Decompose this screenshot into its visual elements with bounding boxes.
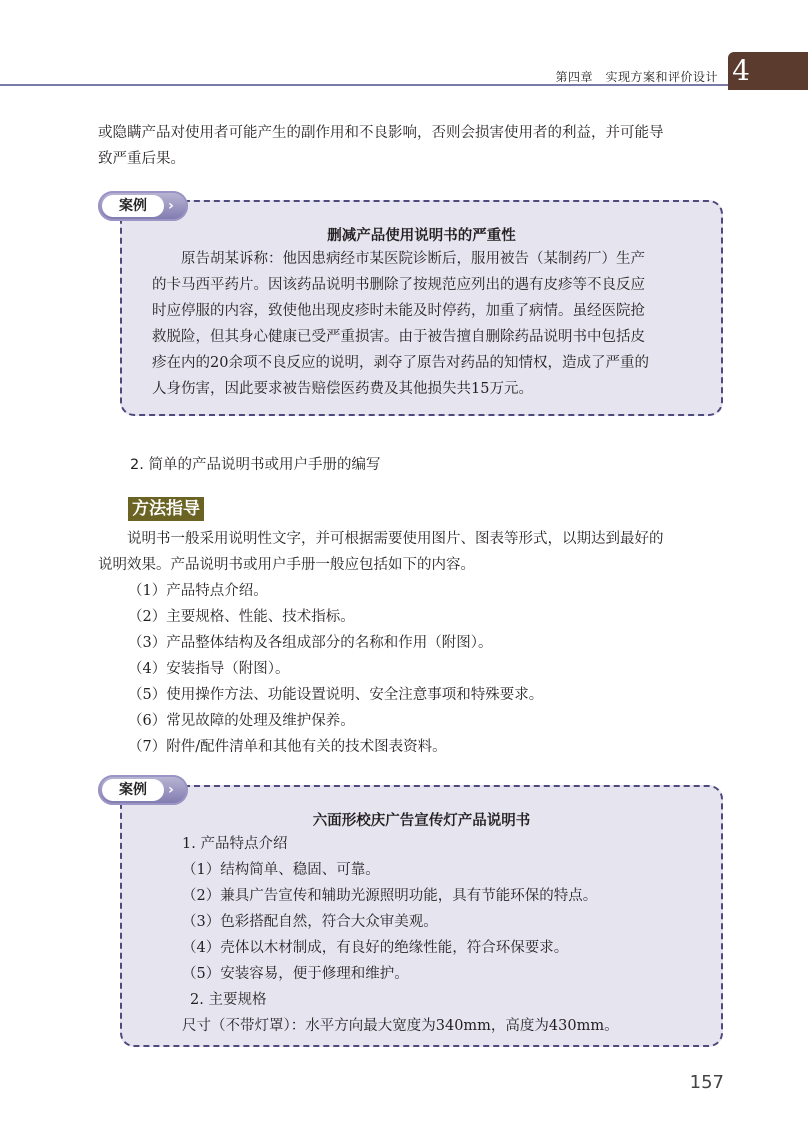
case-line: （5）安装容易，便于修理和维护。 bbox=[182, 966, 409, 982]
section-heading: 2. 简单的产品说明书或用户手册的编写 bbox=[130, 457, 381, 473]
case-box-2 bbox=[120, 785, 723, 1047]
case-line: （1）结构简单、稳固、可靠。 bbox=[182, 862, 380, 878]
case-line: 原告胡某诉称：他因患病经市某医院诊断后，服用被告（某制药厂）生产 bbox=[181, 251, 645, 267]
intro-line-1: 或隐瞒产品对使用者可能产生的副作用和不良影响，否则会损害使用者的利益，并可能导 bbox=[98, 125, 664, 141]
case-line: 2. 主要规格 bbox=[190, 992, 267, 1008]
method-line-1: 说明书一般采用说明性文字，并可根据需要使用图片、图表等形式，以期达到最好的 bbox=[127, 531, 664, 547]
case-line: 1. 产品特点介绍 bbox=[182, 836, 288, 852]
intro-line-2: 致严重后果。 bbox=[98, 151, 185, 167]
chapter-running-title: 第四章 实现方案和评价设计 bbox=[555, 70, 718, 84]
case-badge-label: 案例 bbox=[102, 779, 164, 801]
list-item: （1）产品特点介绍。 bbox=[128, 583, 268, 599]
intro-paragraph bbox=[98, 120, 726, 172]
case-body bbox=[182, 831, 697, 1039]
list-item: （5）使用操作方法、功能设置说明、安全注意事项和特殊要求。 bbox=[128, 687, 544, 703]
chapter-number: 4 bbox=[732, 54, 750, 87]
case-line: 人身伤害，因此要求被告赔偿医药费及其他损失共15万元。 bbox=[152, 381, 533, 397]
case-line: 救脱险，但其身心健康已受严重损害。由于被告擅自删除药品说明书中包括皮 bbox=[152, 329, 645, 345]
case-badge-label: 案例 bbox=[102, 195, 164, 217]
chevron-right-icon: › bbox=[168, 198, 174, 214]
case-badge-2 bbox=[98, 775, 188, 805]
case-line: 尺寸（不带灯罩）：水平方向最大宽度为340mm，高度为430mm。 bbox=[182, 1018, 619, 1034]
method-guide-label: 方法指导 bbox=[128, 497, 204, 521]
case-badge-1 bbox=[98, 191, 188, 221]
list-item: （7）附件/配件清单和其他有关的技术图表资料。 bbox=[128, 739, 447, 755]
case-title: 删减产品使用说明书的严重性 bbox=[327, 228, 516, 244]
chapter-tab bbox=[728, 52, 808, 90]
page-number: 157 bbox=[689, 1072, 724, 1093]
case-body bbox=[152, 246, 697, 402]
case-line: 的卡马西平药片。因该药品说明书删除了按规范应列出的遇有皮疹等不良反应 bbox=[152, 277, 645, 293]
case-line: （4）壳体以木材制成，有良好的绝缘性能，符合环保要求。 bbox=[182, 940, 569, 956]
method-paragraph bbox=[98, 526, 726, 578]
case-line: 疹在内的20余项不良反应的说明，剥夺了原告对药品的知情权，造成了严重的 bbox=[152, 355, 649, 371]
case-line: （3）色彩搭配自然，符合大众审美观。 bbox=[182, 914, 438, 930]
case-line: 时应停服的内容，致使他出现皮疹时未能及时停药，加重了病情。虽经医院抢 bbox=[152, 303, 645, 319]
list-item: （6）常见故障的处理及维护保养。 bbox=[128, 713, 355, 729]
case-title: 六面形校庆广告宣传灯产品说明书 bbox=[312, 813, 531, 829]
list-item: （4）安装指导（附图）。 bbox=[128, 661, 290, 677]
case-line: （2）兼具广告宣传和辅助光源照明功能，具有节能环保的特点。 bbox=[182, 888, 598, 904]
list-item: （3）产品整体结构及各组成部分的名称和作用（附图）。 bbox=[128, 635, 493, 651]
method-line-2: 说明效果。产品说明书或用户手册一般应包括如下的内容。 bbox=[98, 557, 475, 573]
list-item: （2）主要规格、性能、技术指标。 bbox=[128, 609, 355, 625]
case-box-1 bbox=[120, 200, 723, 416]
chevron-right-icon: › bbox=[168, 782, 174, 798]
